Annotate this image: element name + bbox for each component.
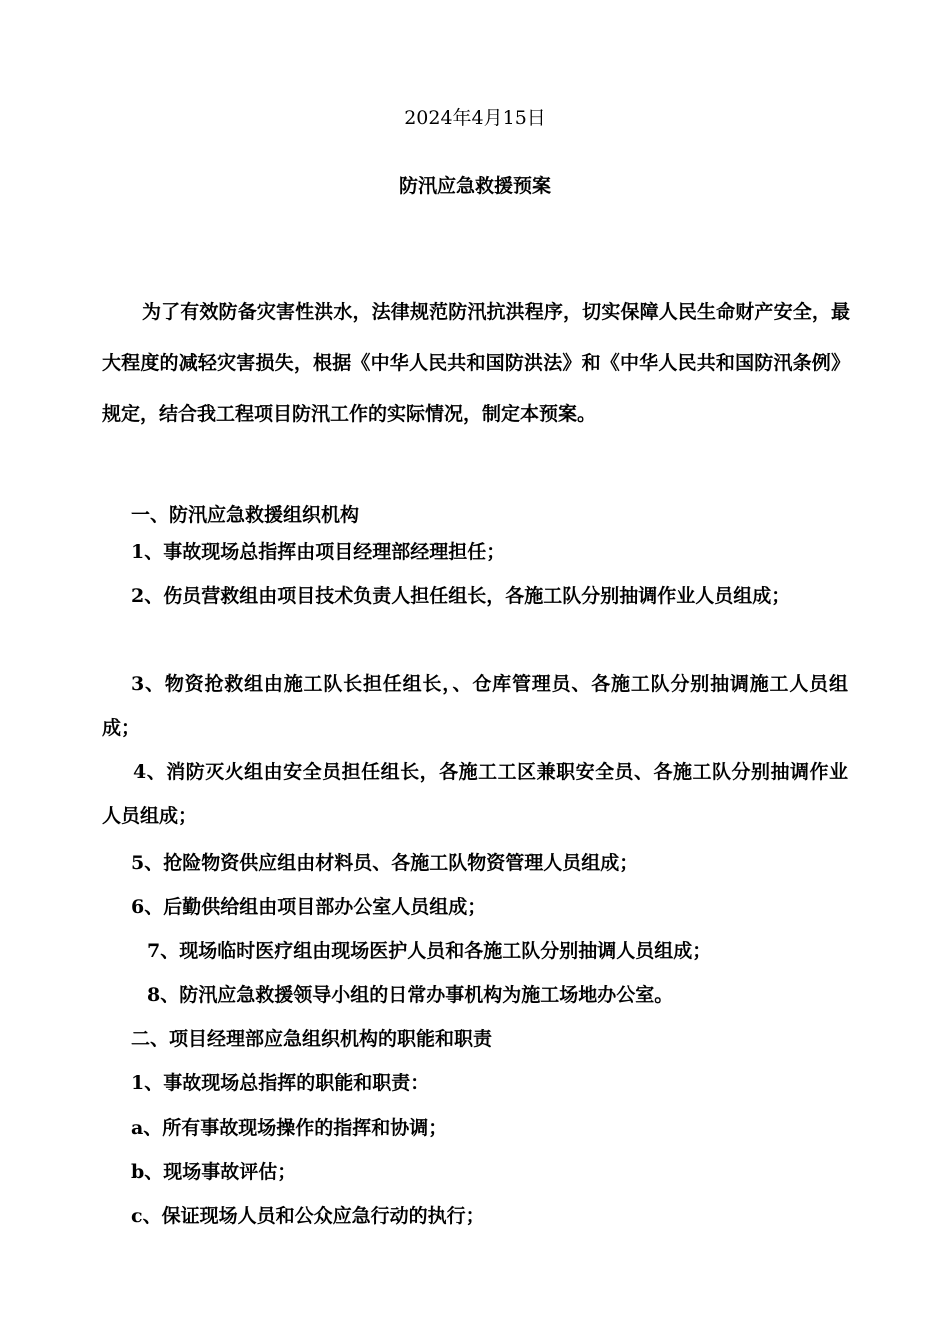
section-1-item: 8、防汛应急救援领导小组的日常办事机构为施工场地办公室。 xyxy=(147,984,674,1006)
section-1-item: 6、后勤供给组由项目部办公室人员组成； xyxy=(131,896,487,918)
document-date: 2024年4月15日 xyxy=(404,107,546,129)
section-1-item: 2、伤员营救组由项目技术负责人担任组长，各施工队分别抽调作业人员组成； xyxy=(131,585,791,607)
section-1-item: 5、抢险物资供应组由材料员、各施工队物资管理人员组成； xyxy=(131,852,639,874)
document-title: 防汛应急救援预案 xyxy=(398,175,551,197)
section-1-item: 3、物资抢救组由施工队长担任组长，、仓库管理员、各施工队分别抽调施工人员组成； xyxy=(102,673,848,739)
section-1-item: 4、消防灭火组由安全员担任组长，各施工工区兼职安全员、各施工队分别抽调作业人员组成； xyxy=(102,761,848,827)
section-1-item: 1、事故现场总指挥由项目经理部经理担任； xyxy=(131,541,506,563)
section-2-item: c、保证现场人员和公众应急行动的执行； xyxy=(131,1205,485,1227)
section-1-item: 7、现场临时医疗组由现场医护人员和各施工队分别抽调人员组成； xyxy=(147,940,712,962)
section-2-heading: 二、项目经理部应急组织机构的职能和职责 xyxy=(131,1028,493,1050)
section-2-item: b、现场事故评估； xyxy=(131,1161,297,1183)
section-2-item: a、所有事故现场操作的指挥和协调； xyxy=(131,1117,448,1139)
section-1-heading: 一、防汛应急救援组织机构 xyxy=(131,504,360,526)
intro-paragraph: 为了有效防备灾害性洪水，法律规范防汛抗洪程序，切实保障人民生命财产安全，最大程度的减轻灾害损失，根据《中华人民共和国防洪法》和《中华人民共和国防汛条例》规定，结合我工程项目防汛工作的实际情况，制定本预案。 xyxy=(102,301,850,425)
section-2-item: 1、事故现场总指挥的职能和职责： xyxy=(131,1072,430,1094)
